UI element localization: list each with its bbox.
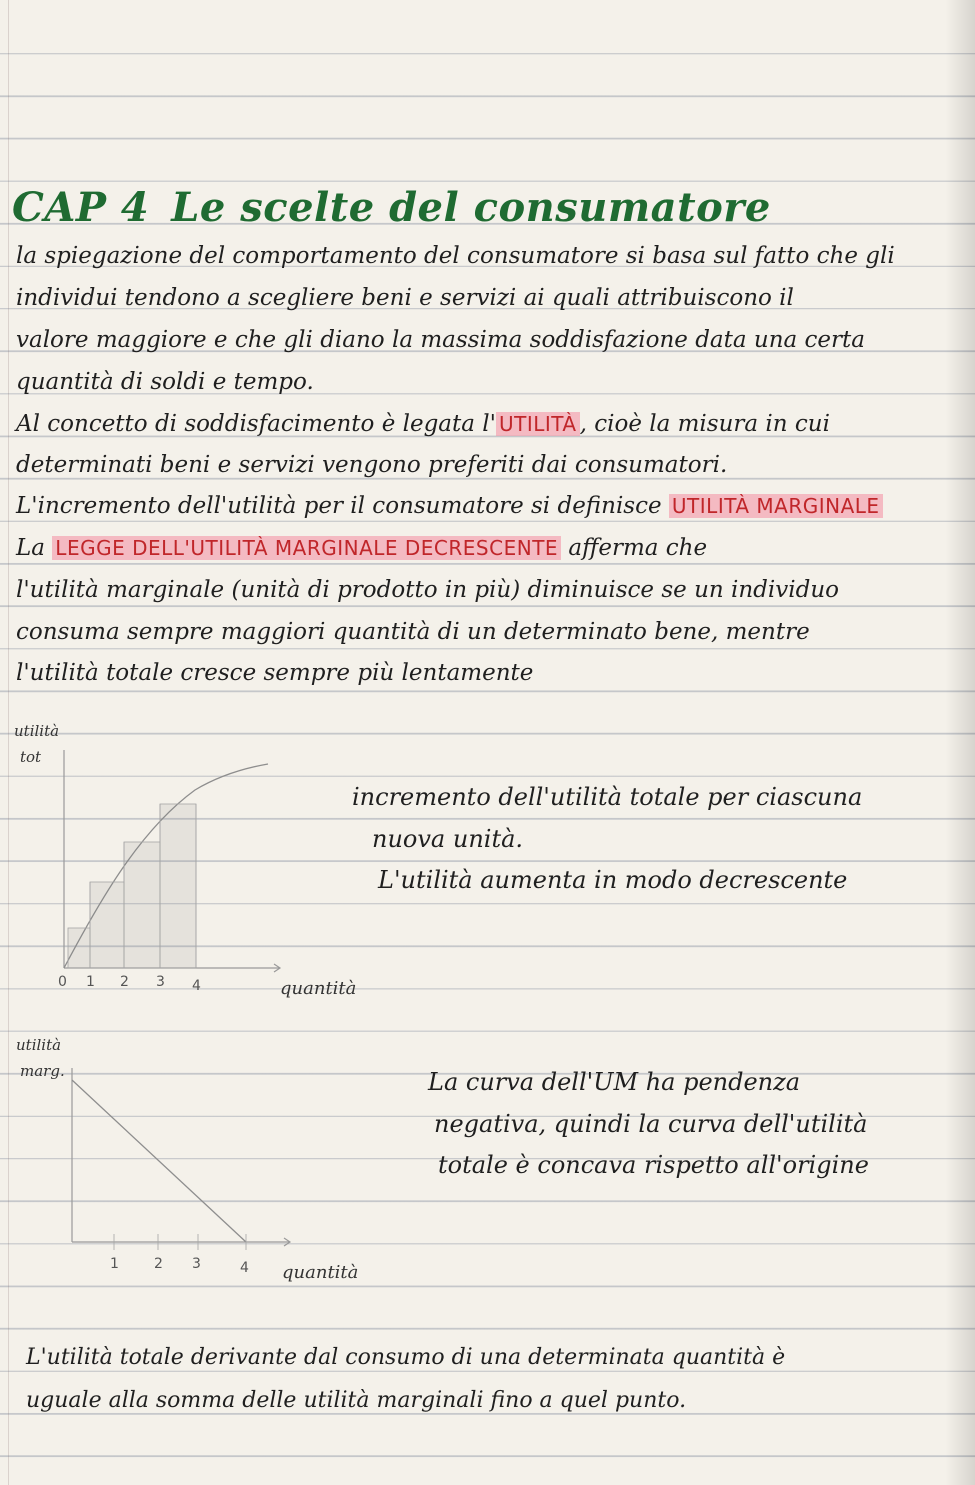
chapter-title: Le scelte del consumatore	[171, 184, 771, 231]
graph1-tick-1: 1	[86, 974, 95, 990]
graph-marginal-utility	[50, 1060, 310, 1284]
graph1-tick-2: 2	[120, 974, 129, 990]
graph2-tick-4: 4	[240, 1260, 249, 1276]
text-fragment: afferma che	[561, 535, 708, 561]
text-fragment: La	[16, 535, 53, 561]
graph2-xlabel: quantità	[282, 1262, 359, 1283]
text-line-11	[16, 660, 533, 686]
text-fragment: Al concetto di soddisfacimento è legata l'	[16, 411, 496, 437]
graph1-note-line2: nuova unità.	[372, 825, 524, 853]
text-line-6	[16, 452, 727, 478]
graph1-hatched-bars	[68, 804, 196, 968]
graph1-bar-3	[124, 842, 160, 968]
text-fragment: L'incremento dell'utilità per il consumatore si definisce	[16, 493, 669, 519]
graph1-note-line3: L'utilità aumenta in modo decrescente	[378, 866, 848, 894]
text-line-3	[16, 327, 865, 353]
text-line-9	[16, 577, 839, 603]
graph1-ylabel-line2: tot	[20, 748, 42, 766]
page-margin-line	[8, 0, 9, 1485]
graph1-tick-3: 3	[156, 974, 165, 990]
text-line-4	[16, 369, 314, 395]
text-fragment: valore maggiore e che gli diano la massima soddisfazione data una certa	[16, 327, 865, 353]
graph1-bar-2	[90, 882, 124, 968]
graph2-ylabel-line2: marg.	[20, 1062, 65, 1080]
text-fragment: , cioè la misura in cui	[579, 411, 830, 437]
graph1-bar-4	[160, 804, 196, 968]
graph2-tick-1: 1	[110, 1256, 119, 1272]
graph2-note-line3: totale è concava rispetto all'origine	[438, 1151, 869, 1179]
graph1-tick-4: 4	[192, 978, 201, 994]
text-line-1	[16, 243, 895, 269]
highlighted-term: UTILITÀ MARGINALE	[669, 494, 883, 518]
highlighted-term: UTILITÀ	[496, 412, 580, 436]
conclusion-line1: L'utilità totale derivante dal consumo di una determinata quantità è	[26, 1345, 786, 1370]
graph-total-utility	[40, 750, 300, 1004]
highlighted-term: LEGGE DELL'UTILITÀ MARGINALE DECRESCENTE	[52, 536, 561, 560]
text-fragment: la spiegazione del comportamento del consumatore si basa sul fatto che gli	[16, 243, 895, 269]
text-line-2	[16, 285, 794, 311]
text-line-8	[16, 535, 707, 561]
text-fragment: determinati beni e servizi vengono preferiti dai consumatori.	[16, 452, 728, 478]
graph1-tick-0: 0	[58, 974, 67, 990]
text-fragment: l'utilità marginale (unità di prodotto in più) diminuisce se un individuo	[16, 577, 839, 603]
text-fragment: individui tendono a scegliere beni e servizi ai quali attribuiscono il	[16, 285, 794, 311]
text-fragment: l'utilità totale cresce sempre più lentamente	[16, 660, 534, 686]
graph2-ylabel-line1: utilità	[16, 1036, 62, 1054]
graph2-note-line2: negativa, quindi la curva dell'utilità	[434, 1110, 868, 1138]
graph1-ylabel-line1: utilità	[14, 722, 60, 740]
text-fragment: consuma sempre maggiori quantità di un determinato bene, mentre	[16, 619, 810, 645]
text-line-5	[16, 411, 830, 437]
conclusion-line2: uguale alla somma delle utilità marginali fino a quel punto.	[26, 1388, 687, 1413]
graph1-note-line1: incremento dell'utilità totale per ciascuna	[352, 783, 863, 811]
text-fragment: quantità di soldi e tempo.	[16, 369, 314, 395]
graph1-svg	[40, 750, 300, 1000]
graph2-svg	[50, 1060, 310, 1280]
graph2-tick-2: 2	[154, 1256, 163, 1272]
text-line-10	[16, 619, 810, 645]
graph2-marginal-utility-line	[72, 1080, 246, 1242]
text-line-7	[16, 493, 883, 519]
page-title	[12, 184, 771, 231]
graph1-xlabel: quantità	[280, 978, 357, 999]
page-edge-shadow	[945, 0, 975, 1485]
graph2-note-line1: La curva dell'UM ha pendenza	[428, 1068, 801, 1096]
graph1-bar-1	[68, 928, 90, 968]
graph2-tick-3: 3	[192, 1256, 201, 1272]
chapter-number: CAP 4	[12, 184, 150, 231]
